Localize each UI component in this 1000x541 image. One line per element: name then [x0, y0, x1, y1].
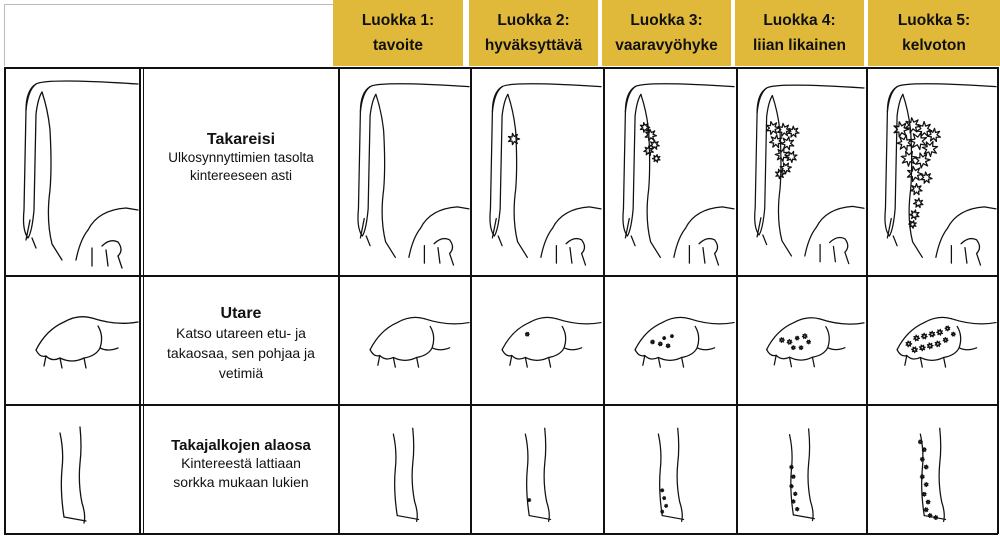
udder-dirt-spot: [670, 335, 673, 338]
row-leg-desc-2: sorkka mukaan lukien: [173, 474, 309, 490]
row-udder-desc-1: Katso utareen etu- ja: [176, 325, 306, 341]
udder-dirt-spot: [951, 332, 955, 336]
grid-line-bottom: [4, 533, 998, 535]
thigh-dirt-spot: [917, 122, 932, 137]
leg-class-5-drawing: [868, 407, 996, 532]
udder-dirt-spot: [795, 336, 799, 340]
leg-dirt-spot: [790, 484, 793, 487]
header-class-1: [333, 0, 463, 66]
udder-dirt-spot: [906, 341, 912, 347]
header-class-4-subtitle: liian likainen: [752, 37, 847, 54]
thigh-class-3-drawing: [606, 70, 734, 273]
udder-dirt-spot: [943, 338, 948, 343]
row-leg-title: Takajalkojen alaosa: [171, 437, 311, 454]
grid-line-col-d: [470, 67, 472, 534]
udder-dirt-spot: [914, 335, 920, 341]
leg-dirt-spot: [795, 507, 798, 510]
leg-class-4-drawing: [738, 407, 864, 532]
udder-dirt-spot: [927, 343, 933, 349]
grid-line-col-b2: [143, 67, 144, 534]
row-udder-desc-2: takaosaa, sen pohjaa ja: [167, 345, 315, 361]
row-udder-desc-3: vetimiä: [218, 365, 264, 381]
thigh-dirt-spot: [781, 137, 794, 150]
header-class-4: [735, 0, 864, 66]
udder-dirt-spot: [929, 331, 935, 337]
header-class-1-subtitle: tavoite: [373, 37, 423, 54]
udder-area-highlight-drawing: [6, 278, 138, 403]
udder-dirt-spot: [802, 334, 807, 339]
row-thigh-desc-1: Ulkosynnyttimien tasolta: [168, 150, 314, 165]
thigh-dirt-spot: [508, 133, 519, 144]
grid-line-row-1: [4, 275, 998, 277]
header-class-3-title: Luokka 3:: [630, 12, 703, 29]
lower-leg-area-highlight-drawing: [6, 407, 138, 532]
row-thigh-title: Takareisi: [206, 131, 276, 148]
grid-line-col-e: [603, 67, 605, 534]
leg-dirt-spot: [794, 492, 797, 495]
udder-dirt-spot: [919, 345, 925, 351]
grid-line-col-b: [139, 67, 141, 534]
udder-dirt-spot: [935, 341, 941, 347]
thigh-dirt-spot: [907, 166, 922, 181]
udder-class-1-drawing: [341, 278, 469, 403]
udder-dirt-spot: [807, 340, 811, 344]
row-udder-text: [145, 305, 337, 383]
udder-dirt-spot: [663, 337, 666, 340]
grid-line-row-2: [4, 404, 998, 406]
thigh-class-5-drawing: [868, 70, 996, 273]
udder-dirt-spot: [799, 346, 803, 350]
thigh-dirt-spot: [911, 184, 922, 195]
thigh-dirt-spot: [640, 123, 649, 133]
udder-dirt-spot: [658, 342, 662, 346]
leg-class-3-drawing: [606, 407, 734, 532]
row-thigh-desc-2: kintereeseen asti: [189, 168, 293, 183]
row-leg-text: [145, 437, 337, 492]
leg-dirt-spot: [792, 500, 795, 503]
corner-cell-border: [4, 4, 333, 5]
header-class-2: [469, 0, 598, 66]
udder-dirt-spot: [787, 340, 792, 345]
leg-class-1-drawing: [341, 407, 469, 532]
header-class-5-title: Luokka 5:: [897, 12, 971, 29]
header-class-4-title: Luokka 4:: [763, 12, 836, 29]
header-class-3-subtitle: vaaravyöhyke: [615, 37, 718, 54]
leg-class-2-drawing: [473, 407, 601, 532]
thigh-class-4-drawing: [738, 70, 864, 273]
header-class-2-subtitle: hyväksyttävä: [484, 37, 583, 54]
udder-dirt-spot: [651, 340, 655, 344]
leg-dirt-spot: [792, 475, 795, 478]
leg-dirt-spot: [528, 499, 531, 502]
udder-class-4-drawing: [738, 278, 864, 403]
thigh-dirt-spot: [915, 153, 930, 168]
header-class-5-subtitle: kelvoton: [902, 37, 966, 54]
udder-class-2-drawing: [473, 278, 601, 403]
thigh-class-1-drawing: [341, 70, 469, 273]
leg-dirt-spot: [926, 500, 930, 504]
header-class-3: [602, 0, 731, 66]
row-udder-title: Utare: [220, 305, 262, 322]
row-leg-desc-1: Kintereestä lattiaan: [181, 455, 301, 471]
corner-cell-border-left: [4, 4, 5, 66]
thigh-dirt-spot: [644, 146, 653, 155]
thigh-dirt-spot: [901, 151, 916, 166]
udder-dirt-spot: [937, 329, 943, 335]
grid-line-col-c: [338, 67, 340, 534]
udder-dirt-spot: [780, 338, 785, 343]
udder-dirt-spot: [921, 333, 927, 339]
udder-dirt-spot: [666, 344, 670, 348]
leg-dirt-spot: [919, 440, 923, 444]
udder-class-3-drawing: [606, 278, 734, 403]
header-class-1-title: Luokka 1:: [361, 12, 435, 29]
leg-dirt-spot: [665, 504, 668, 507]
leg-dirt-spot: [928, 514, 932, 518]
header-class-2-title: Luokka 2:: [497, 12, 570, 29]
leg-dirt-spot: [924, 508, 928, 512]
thigh-dirt-spot: [910, 210, 919, 220]
udder-dirt-spot: [945, 326, 950, 331]
thigh-dirt-spot: [775, 148, 788, 161]
udder-class-5-drawing: [868, 278, 996, 403]
leg-dirt-spot: [924, 465, 928, 469]
thigh-dirt-spot: [788, 126, 799, 137]
thigh-dirt-spot: [927, 128, 940, 141]
header-class-5: [868, 0, 1000, 66]
grid-line-right: [997, 67, 999, 534]
udder-dirt-spot: [791, 346, 795, 350]
leg-dirt-spot: [661, 489, 664, 492]
thigh-dirt-spot: [914, 198, 923, 207]
grid-line-top: [4, 67, 998, 69]
leg-dirt-spot: [924, 483, 928, 487]
leg-dirt-spot: [922, 492, 926, 496]
thigh-area-highlight-drawing: [6, 70, 138, 273]
leg-dirt-spot: [661, 510, 664, 513]
thigh-class-2-drawing: [473, 70, 601, 273]
udder-dirt-spot: [912, 347, 918, 353]
udder-dirt-spot: [526, 332, 530, 336]
row-thigh-text: [145, 131, 337, 185]
thigh-dirt-spot: [653, 155, 660, 163]
leg-dirt-spot: [663, 497, 666, 500]
